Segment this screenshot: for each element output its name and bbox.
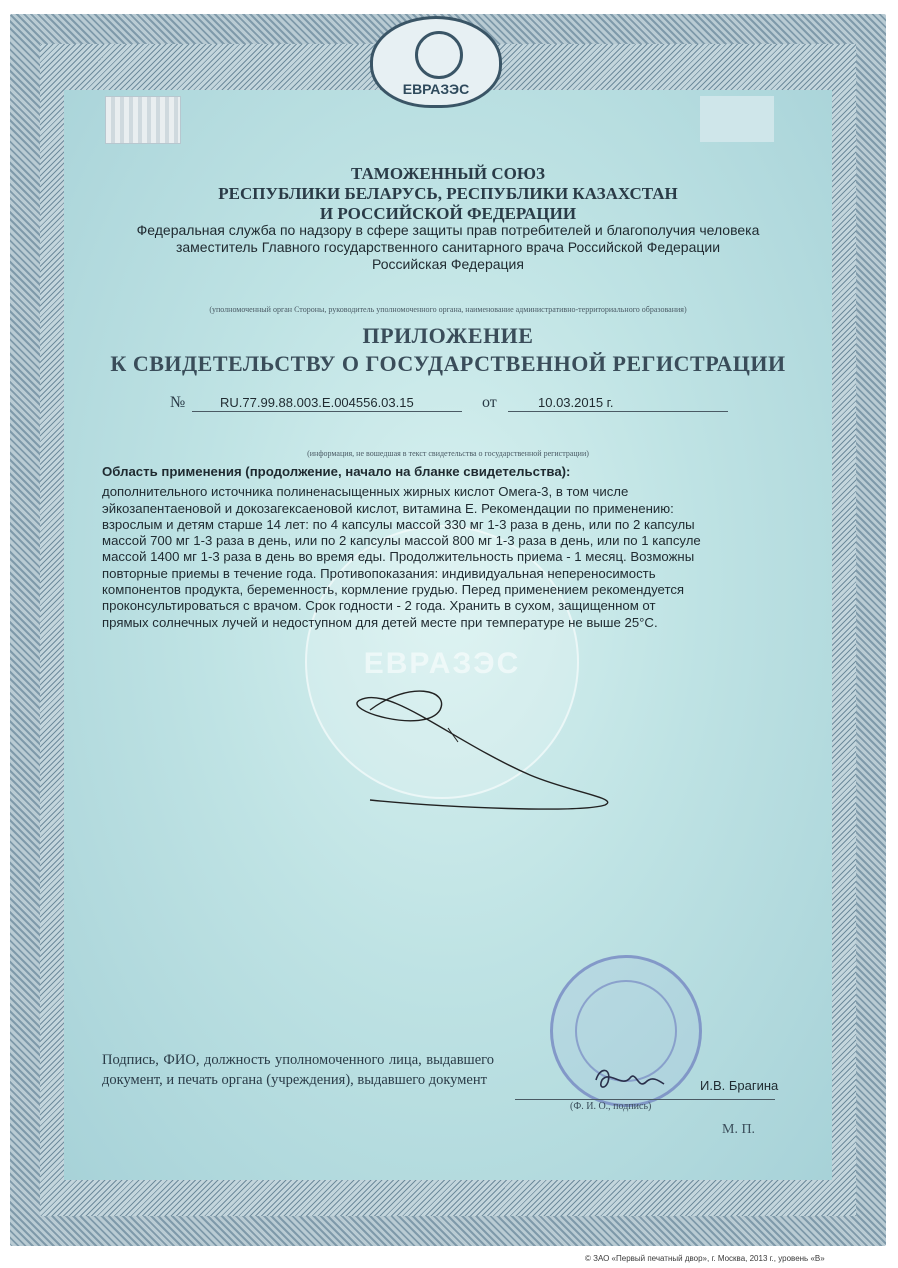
scope-line: компонентов продукта, беременность, кормление грудью. Перед применением рекомендуется: [102, 582, 685, 598]
header-line-3: И РОССИЙСКОЙ ФЕДЕРАЦИИ: [319, 204, 577, 223]
z-sign-strike: [330, 680, 630, 820]
scope-text: [102, 464, 782, 631]
scope-line: прямых солнечных лучей и недоступном для детей месте при температуре не выше 25°С.: [102, 614, 658, 630]
seal-place-label: М. П.: [722, 1122, 756, 1137]
registration-caption: (информация, не вошедшая в текст свидетельства о государственной регистрации): [307, 449, 589, 458]
number-label: №: [170, 394, 186, 411]
handwritten-signature: [590, 1058, 670, 1098]
euraes-emblem: [370, 16, 502, 108]
hologram-right: [700, 96, 774, 142]
signature-underline: [515, 1099, 775, 1100]
printer-imprint: © ЗАО «Первый печатный двор», г. Москва, 2013 г., уровень «В»: [585, 1254, 825, 1263]
authority-line-1: Федеральная служба по надзору в сфере защиты прав потребителей и благополучия человека: [136, 222, 760, 238]
number-underline: [192, 411, 462, 412]
hologram-left: [105, 96, 181, 144]
scope-line: взрослым и детям старше 14 лет: по 4 капсулы массой 330 мг 1-3 раза в день, или по 2 капсулы: [102, 516, 695, 532]
header-line-2: РЕСПУБЛИКИ БЕЛАРУСЬ, РЕСПУБЛИКИ КАЗАХСТАН: [218, 184, 678, 203]
scope-line: повторные приемы в течение года. Противопоказания: индивидуальная непереносимость: [102, 565, 656, 581]
scope-line: эйкозапентаеновой и докозагексаеновой кислот, витамина Е. Рекомендации по применению:: [102, 500, 674, 516]
scope-line: массой 1400 мг 1-3 раза в день во время еды. Продолжительность приема - 1 месяц. Возможны: [102, 549, 695, 565]
scope-line: проконсультироваться с врачом. Срок годности - 2 года. Хранить в сухом, защищенном от: [102, 598, 656, 614]
header-line-1: ТАМОЖЕННЫЙ СОЮЗ: [351, 164, 545, 183]
registration-date: 10.03.2015 г.: [538, 395, 614, 410]
registration-number: RU.77.99.88.003.Е.004556.03.15: [220, 395, 414, 410]
date-label: от: [482, 394, 497, 411]
scope-heading: Область применения (продолжение, начало на бланке свидетельства):: [102, 464, 571, 479]
title-line-1: ПРИЛОЖЕНИЕ: [362, 323, 534, 348]
authority-line-3: Российская Федерация: [372, 256, 524, 272]
fio-caption: (Ф. И. О., подпись): [570, 1101, 652, 1112]
emblem-logo-icon: [415, 31, 463, 79]
title-line-2: К СВИДЕТЕЛЬСТВУ О ГОСУДАРСТВЕННОЙ РЕГИСТРАЦИИ: [110, 351, 786, 376]
authority-line-2: заместитель Главного государственного санитарного врача Российской Федерации: [175, 239, 721, 255]
signer-name: И.В. Брагина: [700, 1078, 779, 1093]
registration-line: [170, 392, 730, 414]
date-underline: [508, 411, 728, 412]
authority-caption: (уполномоченный орган Стороны, руководитель уполномоченного органа, наименование административно-территориального образования): [209, 305, 687, 314]
scope-line: дополнительного источника полиненасыщенных жирных кислот Омега-3, в том числе: [102, 484, 629, 500]
emblem-label: ЕВРАЗЭС: [402, 81, 470, 97]
signature-caption: Подпись, ФИО, должность уполномоченного лица, выдавшего документ, и печать органа (учреждения), выдавшего документ: [102, 1052, 494, 1088]
watermark-label: ЕВРАЗЭС: [363, 647, 521, 680]
scope-line: массой 700 мг 1-3 раза в день, или по 2 капсулы массой 800 мг 1-3 раза в день, или по 1 капсуле: [102, 533, 701, 549]
